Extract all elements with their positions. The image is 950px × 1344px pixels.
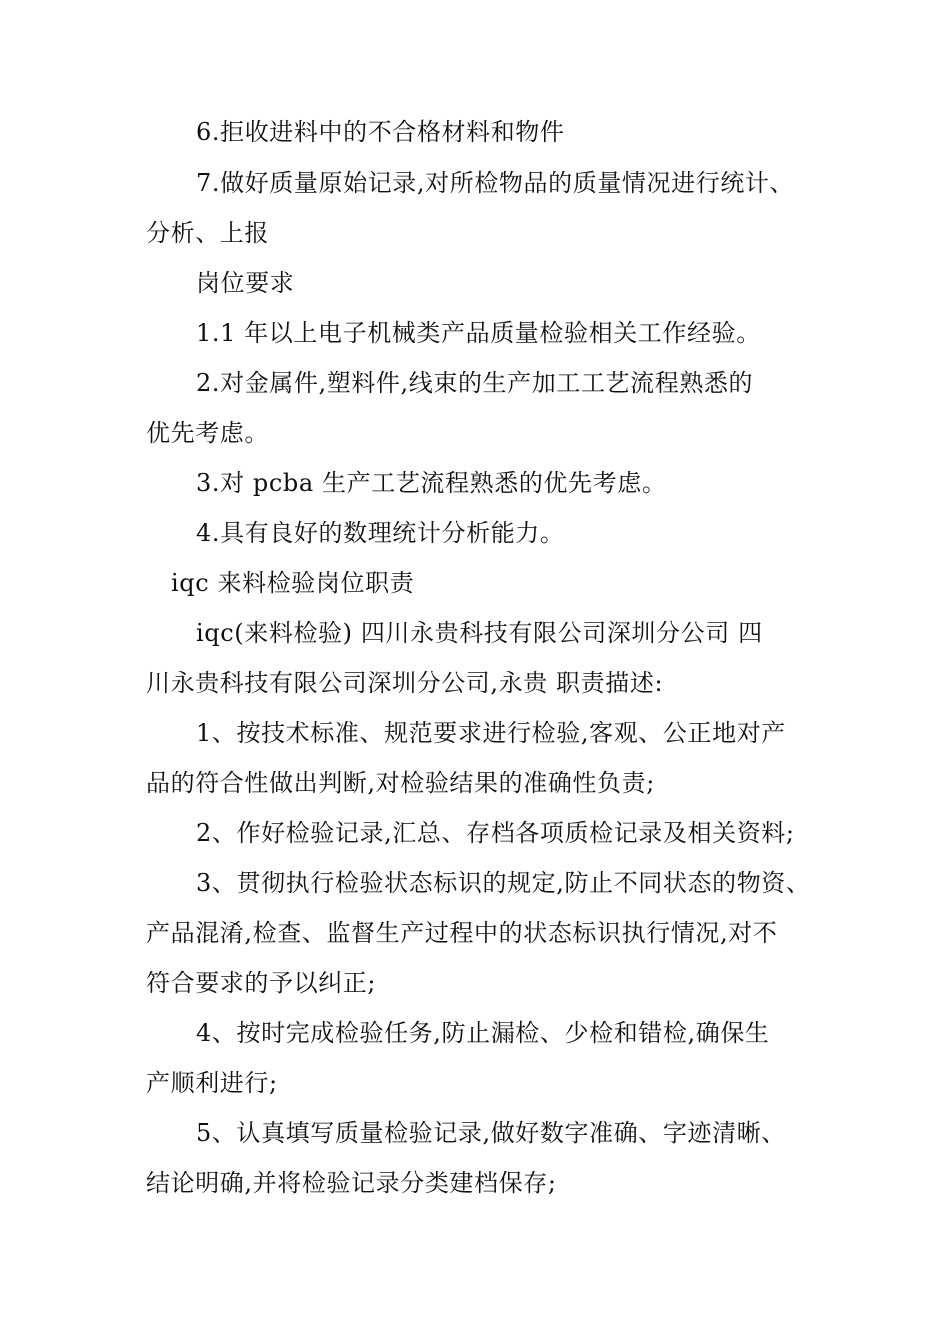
text-line-1: 6.拒收进料中的不合格材料和物件 [196, 118, 565, 146]
text-line-13: 1、按技术标准、规范要求进行检验,客观、公正地对产 [196, 719, 786, 747]
text-line-20: 产顺利进行; [146, 1069, 278, 1097]
text-line-22: 结论明确,并将检验记录分类建档保存; [146, 1169, 557, 1197]
text-line-18: 符合要求的予以纠正; [146, 969, 377, 997]
text-line-17: 产品混淆,检查、监督生产过程中的状态标识执行情况,对不 [146, 919, 778, 947]
section-heading-job-requirements: 岗位要求 [196, 269, 295, 297]
section-heading-iqc-duties: iqc 来料检验岗位职责 [171, 569, 415, 597]
text-line-5: 1.1 年以上电子机械类产品质量检验相关工作经验。 [196, 319, 761, 347]
text-line-14: 品的符合性做出判断,对检验结果的准确性负责; [146, 769, 655, 797]
text-line-7: 优先考虑。 [146, 419, 269, 447]
text-line-21: 5、认真填写质量检验记录,做好数字准确、字迹清晰、 [196, 1119, 786, 1147]
text-line-8: 3.对 pcba 生产工艺流程熟悉的优先考虑。 [196, 469, 667, 497]
text-line-2: 7.做好质量原始记录,对所检物品的质量情况进行统计、 [196, 169, 795, 197]
text-line-9: 4.具有良好的数理统计分析能力。 [196, 519, 565, 547]
text-line-3: 分析、上报 [146, 219, 269, 247]
text-line-19: 4、按时完成检验任务,防止漏检、少检和错检,确保生 [196, 1019, 770, 1047]
text-line-16: 3、贯彻执行检验状态标识的规定,防止不同状态的物资、 [196, 869, 811, 897]
text-line-12: 川永贵科技有限公司深圳分公司,永贵 职责描述: [146, 669, 664, 697]
text-line-6: 2.对金属件,塑料件,线束的生产加工工艺流程熟悉的 [196, 369, 754, 397]
text-line-11: iqc(来料检验) 四川永贵科技有限公司深圳分公司 四 [196, 619, 763, 647]
text-line-15: 2、作好检验记录,汇总、存档各项质检记录及相关资料; [196, 819, 795, 847]
